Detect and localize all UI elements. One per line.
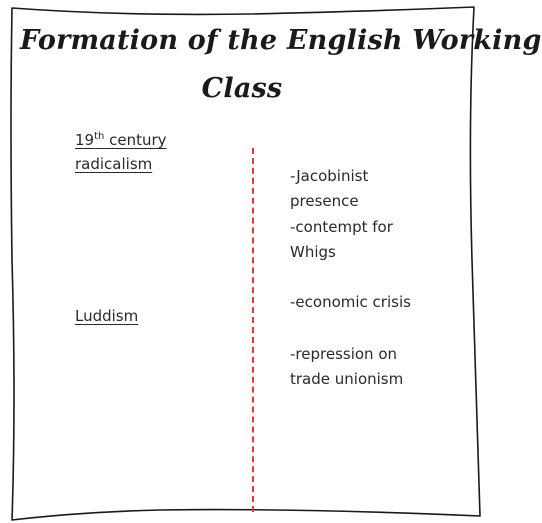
right-item-line1: -Jacobinist [290,167,369,185]
column-divider [252,148,254,512]
left-item-radicalism [75,128,167,176]
right-item-line1: -economic crisis [290,293,411,311]
right-item-line2: presence [290,192,359,210]
right-item-line2: Whigs [290,243,336,261]
radicalism-century: century [104,131,167,149]
radicalism-number: 19 [75,131,95,149]
page-title-line1: Formation of the English Working [20,25,542,56]
right-item-line1: -contempt for [290,218,393,236]
right-item-line2: trade unionism [290,370,404,388]
radicalism-ordinal-suffix: th [94,131,105,142]
right-item-repression [290,342,460,392]
right-item-economic-crisis [290,290,460,315]
right-item-contempt [290,215,460,265]
left-item-luddism: Luddism [75,307,139,325]
page-title-line2: Class [201,73,283,104]
right-item-line1: -repression on [290,345,397,363]
radicalism-line2: radicalism [75,155,153,173]
right-item-jacobinist [290,164,460,214]
